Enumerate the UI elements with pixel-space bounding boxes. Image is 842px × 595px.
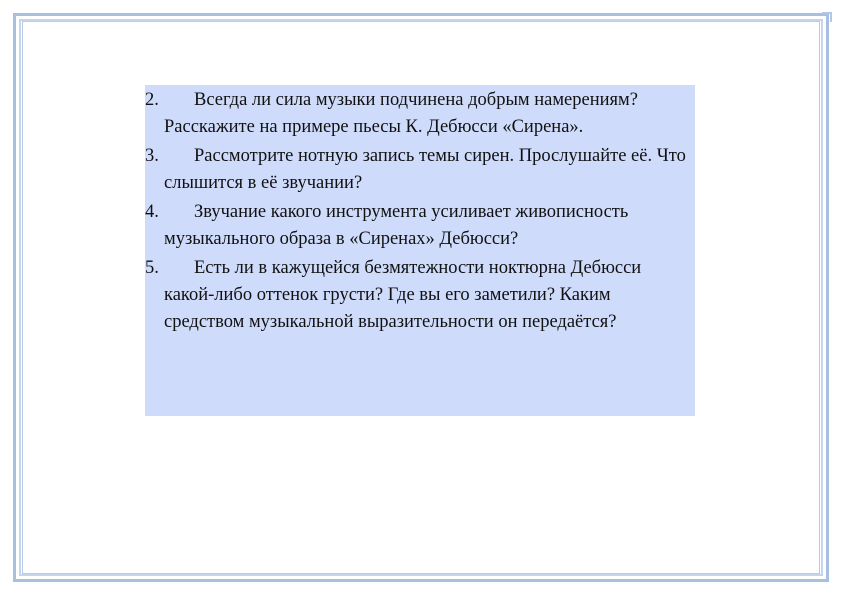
question-text: Звучание какого инструмента усиливает живописность музыкального образа в «Сиренах» Дебюсси? [164,202,629,249]
question-text: Есть ли в кажущейся безмятежности ноктюрна Дебюсси какой-либо оттенок грусти? Где вы его заметили? Каким средством музыкальной выразительности он передаётся? [164,258,642,332]
question-number: 3. [145,146,159,166]
question-number: 5. [145,258,159,278]
question-item-2 [145,87,695,141]
question-text: Всегда ли сила музыки подчинена добрым намерениям? Расскажите на примере пьесы К. Дебюсси «Сирена». [164,90,638,137]
question-item-4 [145,199,695,253]
question-list [145,85,695,416]
question-item-5 [145,255,695,336]
question-text: Рассмотрите нотную запись темы сирен. Прослушайте её. Что слышится в её звучании? [164,146,686,193]
question-number: 4. [145,202,159,222]
question-item-3 [145,143,695,197]
frame-corner-ornament [822,12,832,22]
question-number: 2. [145,90,159,110]
